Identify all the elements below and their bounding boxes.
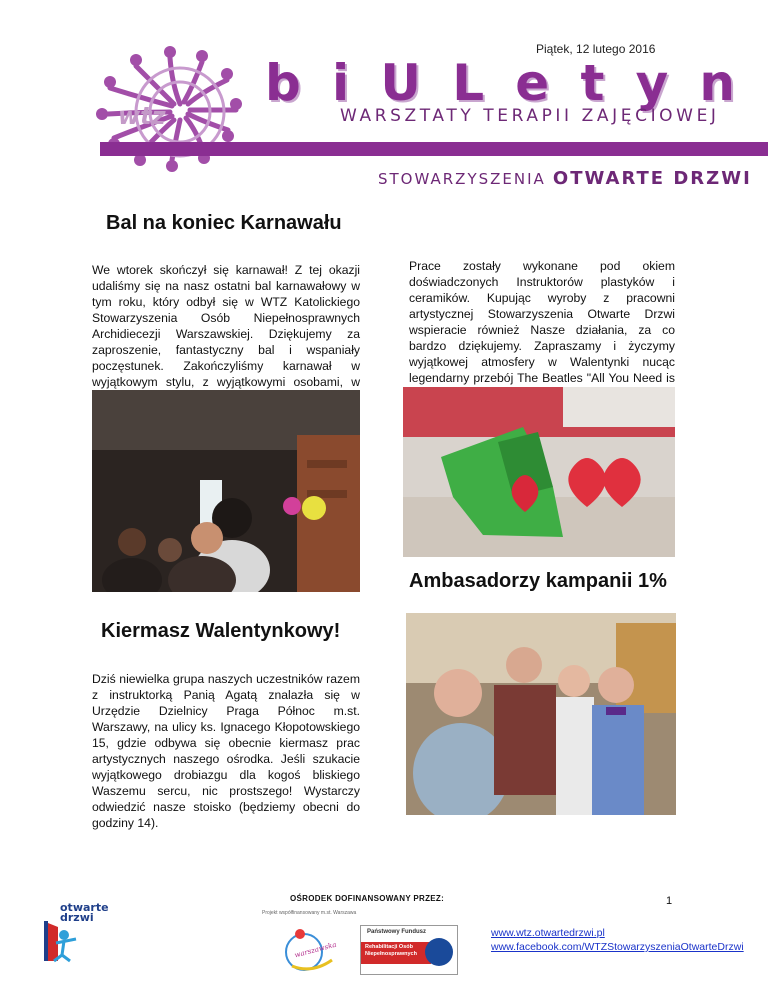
- header-band: [100, 142, 768, 156]
- page-number: 1: [666, 895, 673, 907]
- title-letter: U: [380, 54, 421, 112]
- article-text-bal: We wtorek skończył się karnawał! Z tej okazji udaliśmy się na nasz ostatni bal karnawałowy w tym roku, który odbył się w WTZ Katolickiego Stowarzyszenia Osób Niepełnosprawnych Archidiecezji Warszawskiej. Dziękujemy za zaproszenie, fantastyczny bal i wspaniały poczęstunek. Zakończyliśmy karnawał w wyjątkowym stylu, z wyjątkowymi osobami, w: [92, 263, 360, 389]
- association-brand: OTWARTE DRZWI: [552, 168, 752, 189]
- article-title-bal: Bal na koniec Karnawału: [106, 212, 342, 234]
- warszawa-sponsor-logo: [282, 922, 344, 978]
- association-name: [378, 168, 752, 189]
- article-title-kiermasz: Kiermasz Walentynkowy!: [101, 620, 341, 642]
- sponsor2-heading: Państwowy Fundusz: [367, 929, 427, 935]
- title-letter: t: [580, 54, 605, 112]
- photo-crafts: [403, 387, 675, 557]
- subtitle: WARSZTATY TERAPII ZAJĘCIOWEJ: [340, 106, 720, 126]
- photo-party: [92, 390, 360, 592]
- pfron-sponsor-logo: [360, 925, 458, 975]
- sponsor2-circle-icon: [425, 938, 453, 966]
- sponsor1-text: warszawska: [293, 940, 338, 960]
- logo-text: otwarte drzwi: [60, 901, 109, 924]
- funded-by-label: OŚRODEK DOFINANSOWANY PRZEZ:: [290, 894, 445, 903]
- title-letter: b: [265, 54, 301, 112]
- sponsor2-text: Rehabilitacji Osób Niepełnosprawnych: [365, 944, 417, 957]
- title-letter: L: [452, 54, 485, 112]
- article-text-prace: Prace zostały wykonane pod okiem doświadczonych Instruktorów plastyków i ceramików. Kupując wyroby z pracowni artystycznej Stowarzyszenia Otwarte Drzwi wspieracie również Nasze działania, za co bardzo dziękujemy. Zapraszamy i życzymy wyjątkowej atmosfery w Walentynki nucąc legendarny przebój The Beatles "All You Need is: [409, 259, 675, 385]
- website-link[interactable]: www.wtz.otwartedrzwi.pl: [491, 927, 605, 939]
- association-label: STOWARZYSZENIA: [378, 170, 546, 188]
- funded-by-caption: Projekt współfinansowany m.st. Warszawa: [262, 910, 357, 916]
- title-letter: y: [635, 54, 669, 112]
- photo-ambassadors: [406, 613, 676, 815]
- article-title-ambasadorzy: Ambasadorzy kampanii 1%: [409, 570, 667, 592]
- biuletyn-title: [265, 54, 735, 112]
- title-letter: n: [699, 54, 735, 112]
- article-text-kiermasz: Dziś niewielka grupa naszych uczestników razem z instruktorką Panią Agatą znalazła się w Urzędzie Dzielnicy Praga Północ m.st. Warszawy, na ulicy ks. Ignacego Kłopotowskiego 15, gdzie odbywa się obecnie kiermasz prac artystycznych naszego ośrodka. Jeśli szukacie wyjątkowego drobiazgu dla kogoś bliskiego Waszemu sercu, nic prostszego! Wystarczy odwiedzić nasze stoisko (będziemy obecni do godziny 14).: [92, 672, 360, 830]
- title-letter: e: [515, 54, 550, 112]
- facebook-link[interactable]: www.facebook.com/WTZStowarzyszeniaOtwarteDrzwi: [491, 941, 744, 953]
- wtz-ornament-logo: [52, 34, 252, 184]
- otwarte-drzwi-logo: [42, 901, 109, 965]
- sponsor2-bar: [361, 942, 431, 964]
- issue-date: Piątek, 12 lutego 2016: [536, 42, 656, 56]
- title-letter: i: [332, 54, 350, 112]
- wtz-logo-text: wtz: [118, 102, 166, 130]
